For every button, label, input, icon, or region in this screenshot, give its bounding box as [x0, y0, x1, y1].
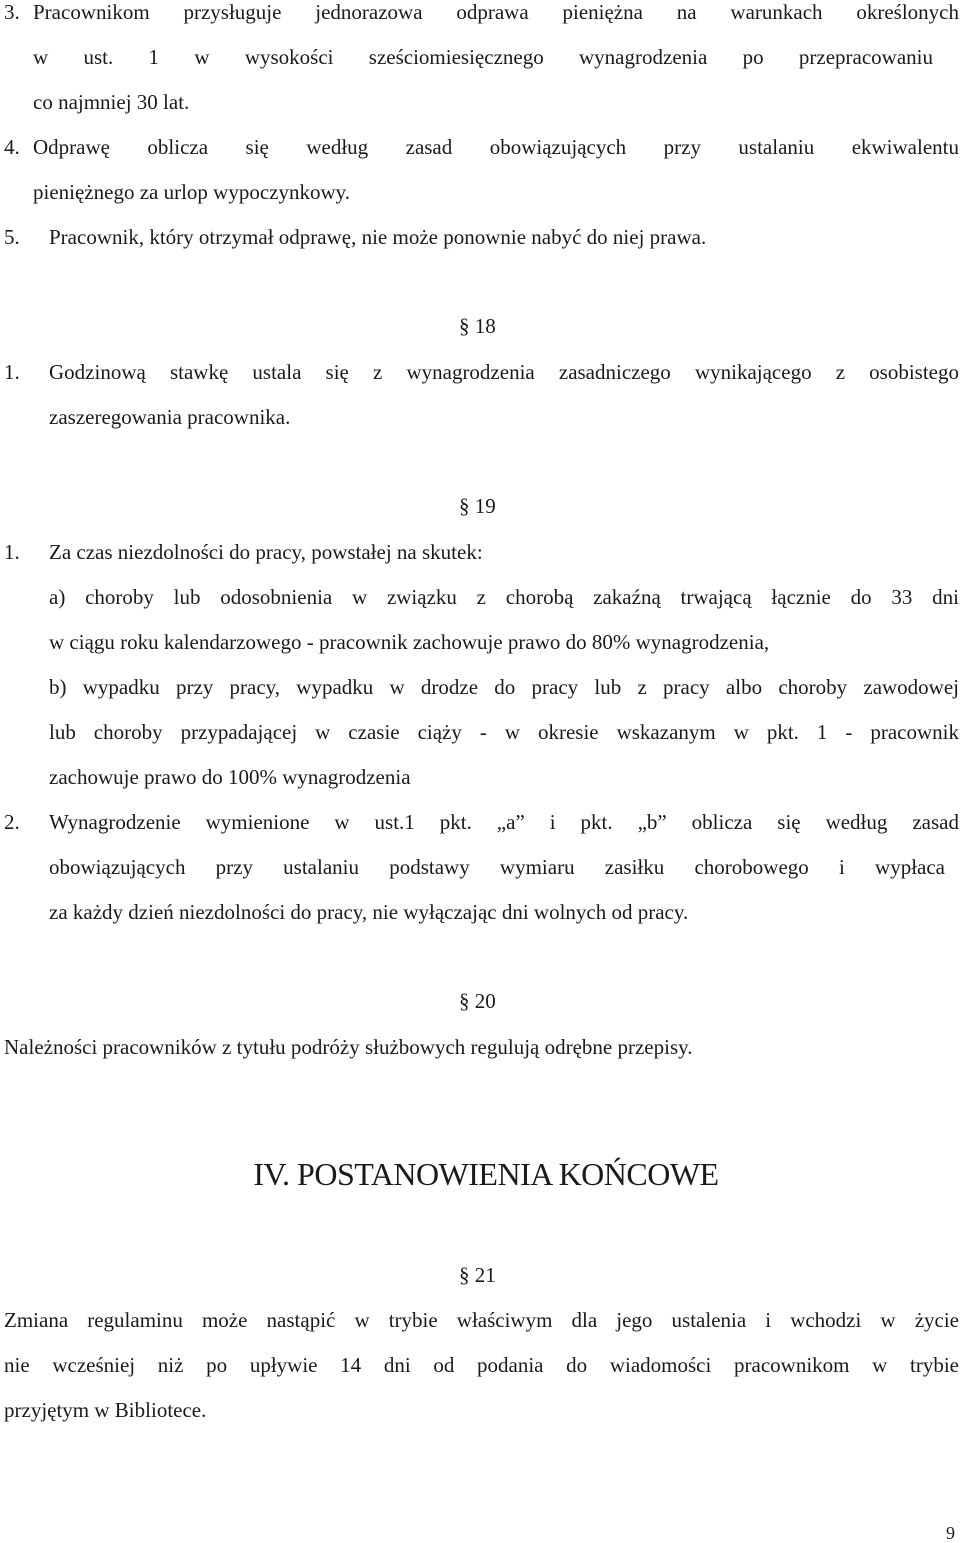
s19-point-a-line-1: a) choroby lub odosobnienia w związku z chorobą zakaźną trwającą łącznie do 33 dni [49, 585, 959, 609]
section-20-mark: § 20 [459, 989, 496, 1013]
item-5-line-1: Pracownik, który otrzymał odprawę, nie może ponownie nabyć do niej prawa. [49, 225, 707, 249]
item-3-line-2: w ust. 1 w wysokości sześciomiesięcznego wynagrodzenia po przepracowaniu [33, 45, 933, 69]
section-heading-text: IV. POSTANOWIENIA KOŃCOWE [253, 1156, 719, 1192]
s19-item-2-line-1: Wynagrodzenie wymienione w ust.1 pkt. „a” i pkt. „b” oblicza się według zasad [49, 810, 959, 834]
section-heading [0, 1158, 960, 1190]
s19-point-b-line-1: b) wypadku przy pracy, wypadku w drodze do pracy lub z pracy albo choroby zawodowej [49, 675, 959, 699]
item-4-line-2: pieniężnego za urlop wypoczynkowy. [33, 180, 351, 204]
s18-item-1-number: 1. [4, 360, 20, 384]
s19-item-1-intro: Za czas niezdolności do pracy, powstałej na skutek: [49, 540, 483, 564]
s19-point-b-line-2: lub choroby przypadającej w czasie ciąży - w okresie wskazanym w pkt. 1 - pracownik [49, 720, 959, 744]
item-3-number: 3. [4, 0, 20, 24]
page-number: 9 [946, 1523, 955, 1543]
s20-text: Należności pracowników z tytułu podróży służbowych regulują odrębne przepisy. [4, 1035, 693, 1059]
s19-item-2-line-2: obowiązujących przy ustalaniu podstawy wymiaru zasiłku chorobowego i wypłaca [49, 855, 945, 879]
s19-point-b-line-3: zachowuje prawo do 100% wynagrodzenia [49, 765, 411, 789]
section-18-mark: § 18 [459, 314, 496, 338]
item-3-line-3: co najmniej 30 lat. [33, 90, 190, 114]
item-5-number: 5. [4, 225, 20, 249]
section-21-mark: § 21 [459, 1263, 496, 1287]
s18-item-1-line-1: Godzinową stawkę ustala się z wynagrodzenia zasadniczego wynikającego z osobistego [49, 360, 959, 384]
s21-line-2: nie wcześniej niż po upływie 14 dni od podania do wiadomości pracownikom w trybie [4, 1353, 959, 1377]
s21-line-3: przyjętym w Bibliotece. [4, 1398, 207, 1422]
item-4-line-1: Odprawę oblicza się według zasad obowiązujących przy ustalaniu ekwiwalentu [33, 135, 959, 159]
s19-item-1-number: 1. [4, 540, 20, 564]
s21-line-1: Zmiana regulaminu może nastąpić w trybie właściwym dla jego ustalenia i wchodzi w życie [4, 1308, 959, 1332]
s19-item-2-line-3: za każdy dzień niezdolności do pracy, nie wyłączając dni wolnych od pracy. [49, 900, 689, 924]
s18-item-1-line-2: zaszeregowania pracownika. [49, 405, 291, 429]
section-19-mark: § 19 [459, 494, 496, 518]
item-3-line-1: Pracownikom przysługuje jednorazowa odprawa pieniężna na warunkach określonych [33, 0, 959, 24]
item-4-number: 4. [4, 135, 20, 159]
s19-point-a-line-2: w ciągu roku kalendarzowego - pracownik zachowuje prawo do 80% wynagrodzenia, [49, 630, 770, 654]
s19-item-2-number: 2. [4, 810, 20, 834]
